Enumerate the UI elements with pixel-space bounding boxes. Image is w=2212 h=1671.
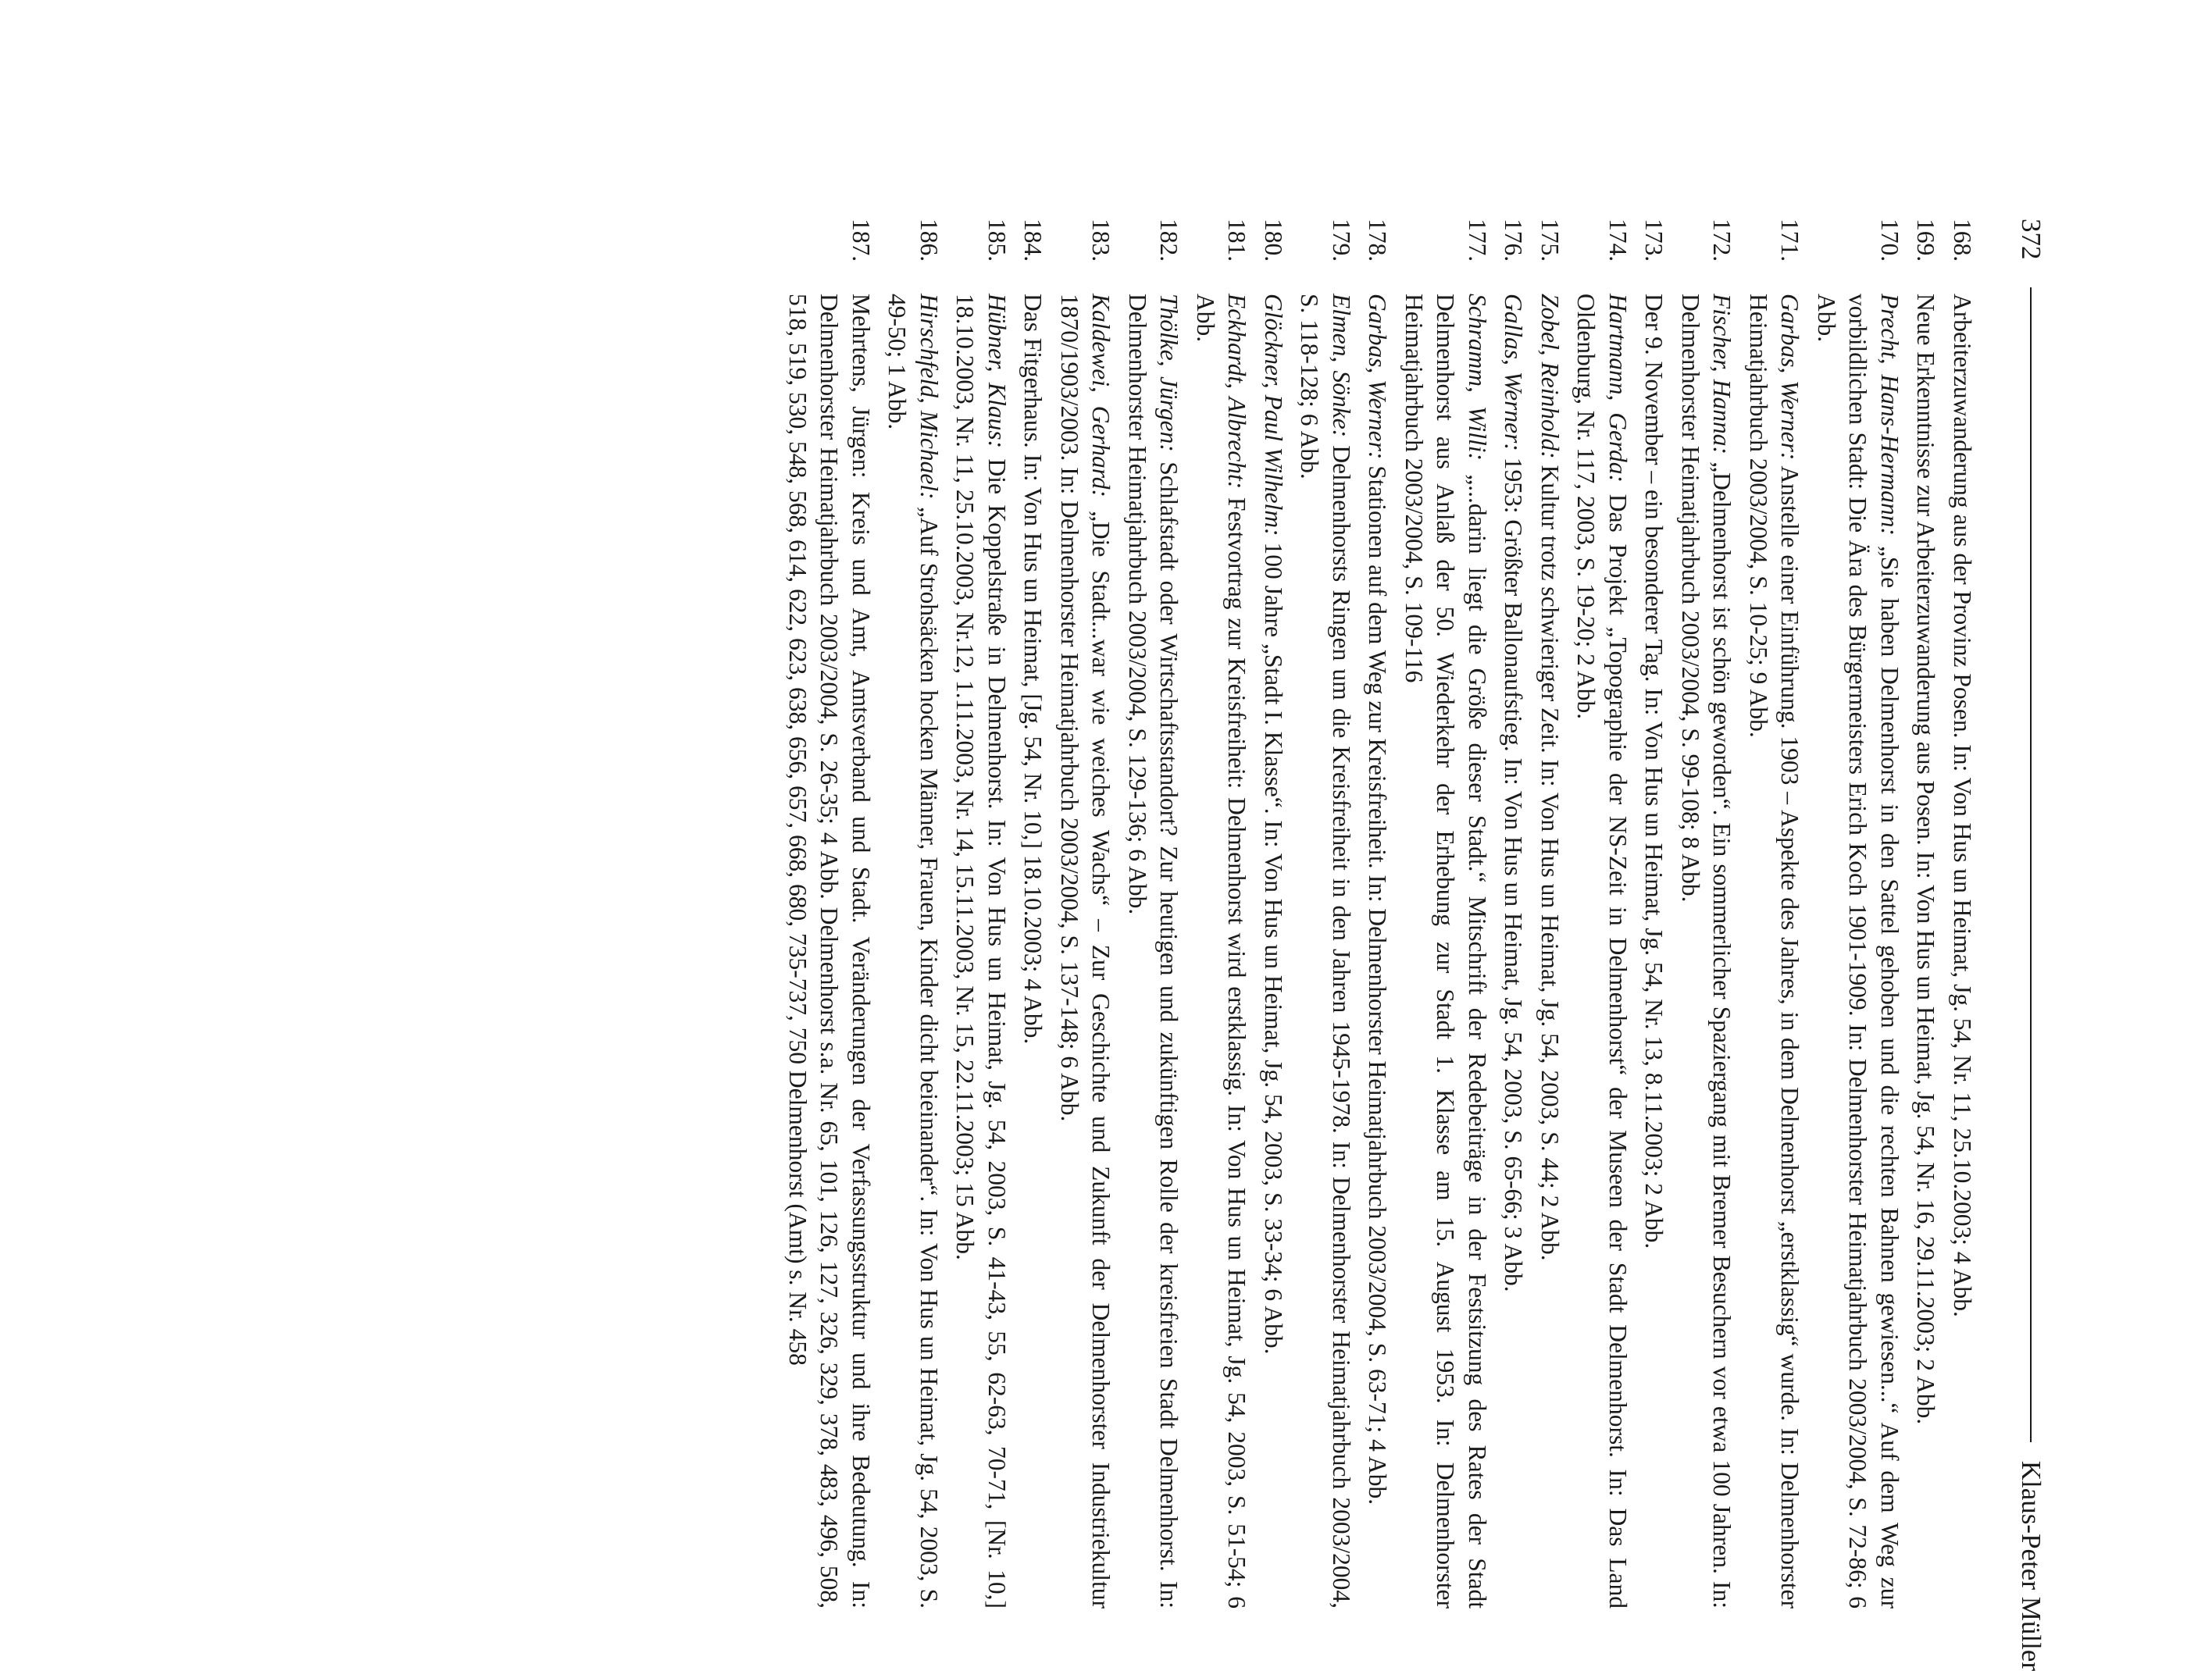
entry-text: Der 9. November – ein besonderer Tag. In: Von Hus un Heimat, Jg. 54, Nr. 13, 8.11.2003; 2 Abb. (1640, 294, 1668, 1249)
entry-author: Hübner, Klaus: (983, 294, 1011, 449)
entry-number: 171. (1776, 219, 1804, 262)
entry-number: 181. (1223, 219, 1251, 262)
entry-text: „...darin liegt die Größe dieser Stadt.“ Mitschrift der Redebeiträge in der Festsitzung des Rates der Stadt Delmenhorst aus Anlaß der 50. Wiederkehr der Erhebung zur Stadt 1. Klasse am 15. August 1953. In: Delmenhorster Heimatjahrbuch 2003/2004, S. 109-116 (1400, 294, 1491, 1609)
entry-body (1398, 294, 1493, 1609)
entry-author: Precht, Hans-Hermann: (1876, 294, 1903, 536)
entry-body (782, 294, 877, 1609)
entry-author: Elmen, Sönke: (1328, 294, 1355, 438)
entry-text: Neue Erkenntnisse zur Arbeiterzuwanderung aus Posen. In: Von Hus un Heimat, Jg. 54, Nr. 16, 29.11.2003; 2 Abb. (1912, 294, 1940, 1425)
bibliography-entry (1122, 219, 1185, 1609)
entry-text: „Delmenhorst ist schön geworden“. Ein sommerlicher Spaziergang mit Bremer Besuchern vor etwa 100 Jahren. In: Delmenhorster Heimatjahrbuch 2003/2004, S. 99-108; 8 Abb. (1677, 294, 1736, 1609)
page-number: 372 (2016, 219, 2046, 260)
entry-body (1811, 294, 1906, 1609)
running-head (2007, 219, 2054, 1671)
bibliography-entry (1054, 219, 1117, 1609)
bibliography-entry (949, 219, 1012, 1609)
entry-author: Garbas, Werner: (1364, 294, 1392, 460)
entry-body (1534, 294, 1566, 1609)
entry-body (1910, 294, 1942, 1609)
entry-text: „Die Stadt...war wie weiches Wachs“ – Zur Geschichte und Zukunft der Delmenhorster Industriekultur 1870/1903/2003. In: Delmenhorster Heimatjahrbuch 2003/2004, S. 137-148; 6 Abb. (1056, 294, 1115, 1609)
entry-author: Glöckner, Paul Wilhelm: (1260, 294, 1287, 536)
entry-number: 177. (1464, 219, 1491, 262)
bibliography-entry (1946, 219, 1978, 1609)
entry-body (1497, 294, 1529, 1609)
entry-text: „Sie haben Delmenhorst in den Sattel gehoben und die rechten Bahnen gewiesen...“ Auf dem Weg zur vorbildlichen Stadt: Die Ära des Bürgermeisters Erich Koch 1901-1909. In: Delmenhorster Heimatjahrbuch 2003/2004, S. 72-86; 6 Abb. (1813, 294, 1903, 1609)
entry-number: 173. (1640, 219, 1668, 262)
entry-body (1743, 294, 1806, 1609)
entry-author: Gallas, Werner: (1500, 294, 1528, 451)
entry-body (1675, 294, 1738, 1609)
header-rule (2030, 287, 2032, 1442)
entry-number: 187. (847, 219, 875, 262)
bibliography-entry (1017, 219, 1049, 1609)
entry-number: 183. (1087, 219, 1115, 262)
bibliography-entry (1570, 219, 1633, 1609)
entry-author: Thölke, Jürgen: (1155, 294, 1183, 452)
entry-text: „Auf Strohsäcken hocken Männer, Frauen, Kinder dicht beieinander“. In: Von Hus un Heimat, Jg. 54, 2003, S. 49-50; 1 Abb. (883, 294, 943, 1609)
entry-number: 168. (1949, 219, 1976, 262)
entry-text: Delmenhorsts Ringen um die Kreisfreiheit in den Jahren 1945-1978. In: Delmenhorster Heimatjahrbuch 2003/2004, S. 118-128; 6 Abb. (1296, 294, 1355, 1609)
bibliography-entry (1811, 219, 1906, 1609)
bibliography-list (777, 219, 1978, 1609)
entry-body (1361, 294, 1393, 1609)
entry-author: Eckhardt, Albrecht: (1223, 294, 1251, 490)
entry-text: Die Koppelstraße in Delmenhorst. In: Von Hus un Heimat, Jg. 54, 2003, S. 41-43, 55, 62-63, 70-71, [Nr. 10,] 18.10.2003, Nr. 11, 25.10.2003, Nr.12, 1.11.2003, Nr. 14, 15.11.2003, Nr. 15, 22.11.2003; 15 Abb. (951, 294, 1011, 1609)
entry-body (1946, 294, 1978, 1609)
entry-number: 169. (1912, 219, 1940, 262)
entry-body (1293, 294, 1357, 1609)
bibliography-entry (1258, 219, 1290, 1609)
bibliography-entry (1398, 219, 1493, 1609)
entry-number: 186. (915, 219, 943, 262)
entry-body (1190, 294, 1253, 1609)
bibliography-entry (881, 219, 944, 1609)
header-author: Klaus-Peter Müller (2016, 1460, 2046, 1671)
entry-author: Fischer, Hanna: (1708, 294, 1736, 454)
bibliography-entry (1638, 219, 1670, 1609)
entry-text: Stationen auf dem Weg zur Kreisfreiheit. In: Delmenhorster Heimatjahrbuch 2003/2004, S. 63-71; 4 Abb. (1364, 459, 1392, 1505)
entry-author: Schramm, Willi: (1464, 294, 1491, 461)
entry-number: 180. (1260, 219, 1287, 262)
entry-text: 100 Jahre „Stadt I. Klasse“. In: Von Hus un Heimat, Jg. 54, 2003, S. 33-34; 6 Abb. (1260, 536, 1287, 1355)
bibliography-entry (1910, 219, 1942, 1609)
entry-body (1570, 294, 1633, 1609)
entry-text: Anstelle einer Einführung. 1903 – Aspekte des Jahres, in dem Delmenhorst „erstklassig“ wurde. In: Delmenhorster Heimatjahrbuch 2003/2004, S. 10-25; 9 Abb. (1745, 294, 1804, 1609)
bibliography-entry (782, 219, 877, 1609)
entry-number: 174. (1604, 219, 1632, 262)
entry-number: 175. (1536, 219, 1564, 262)
entry-text: Kultur trotz schwieriger Zeit. In: Von Hus un Heimat, Jg. 54, 2003, S. 44; 2 Abb. (1536, 458, 1564, 1261)
bibliography-entry (1361, 219, 1393, 1609)
entry-body (1258, 294, 1290, 1609)
entry-number: 170. (1876, 219, 1903, 262)
entry-number: 184. (1019, 219, 1047, 262)
bibliography-entry (1497, 219, 1529, 1609)
entry-body (1638, 294, 1670, 1609)
entry-author: Hartmann, Gerda: (1604, 294, 1632, 483)
entry-body (1122, 294, 1185, 1609)
bibliography-entry (1534, 219, 1566, 1609)
entry-text: Festvortrag zur Kreisfreiheit: Delmenhorst wird erstklassig. In: Von Hus un Heimat, Jg. 54, 2003, S. 51-54; 6 Abb. (1192, 294, 1251, 1609)
entry-text: Schlafstadt oder Wirtschaftsstandort? Zur heutigen und zukünftigen Rolle der kreisfreien Stadt Delmenhorst. In: Delmenhorster Heimatjahrbuch 2003/2004, S. 129-136; 6 Abb. (1124, 294, 1183, 1609)
entry-number: 179. (1328, 219, 1355, 262)
entry-text: Arbeiterzuwanderung aus der Provinz Posen. In: Von Hus un Heimat, Jg. 54, Nr. 11, 25.10.2003; 4 Abb. (1949, 294, 1976, 1317)
entry-body (1054, 294, 1117, 1609)
entry-number: 178. (1364, 219, 1392, 262)
entry-body (1017, 294, 1049, 1609)
entry-number: 185. (983, 219, 1011, 262)
entry-body (881, 294, 944, 1609)
bibliography-entry (1293, 219, 1357, 1609)
bibliography-entry (1675, 219, 1738, 1609)
entry-text: 1953: Größter Ballonaufstieg. In: Von Hus un Heimat, Jg. 54, 2003, S. 65-66; 3 Abb. (1500, 451, 1528, 1292)
entry-number: 182. (1155, 219, 1183, 262)
entry-author: Garbas, Werner: (1776, 294, 1804, 461)
entry-author: Zobel, Reinhold: (1536, 294, 1564, 459)
bibliography-entry (1743, 219, 1806, 1609)
entry-author: Hirschfeld, Michael: (915, 294, 943, 500)
entry-number: 172. (1708, 219, 1736, 262)
bibliography-entry (1190, 219, 1253, 1609)
entry-body (949, 294, 1012, 1609)
entry-text: Das Fitgerhaus. In: Von Hus un Heimat, [Jg. 54, Nr. 10,] 18.10.2003; 4 Abb. (1019, 294, 1047, 1045)
entry-author: Kaldewei, Gerhard: (1087, 294, 1115, 498)
entry-text: Mehrtens, Jürgen: Kreis und Amt, Amtsverband und Stadt. Veränderungen der Verfassungsstruktur und ihre Bedeutung. In: Delmenhorster Heimatjahrbuch 2003/2004, S. 26-35; 4 Abb. Delmenhorst s.a. Nr. 65, 101, 126, 127, 326, 329, 378, 483, 496, 508, 518, 519, 530, 548, 568, 614, 622, 623, 638, 656, 657, 668, 680, 735-737, 750 Delmenhorst (Amt) s. Nr. 458 (784, 294, 875, 1609)
entry-text: Das Projekt „Topographie der NS-Zeit in Delmenhorst“ der Museen der Stadt Delmenhorst. In: Das Land Oldenburg, Nr. 117, 2003, S. 19-20; 2 Abb. (1572, 294, 1632, 1609)
entry-number: 176. (1500, 219, 1528, 262)
